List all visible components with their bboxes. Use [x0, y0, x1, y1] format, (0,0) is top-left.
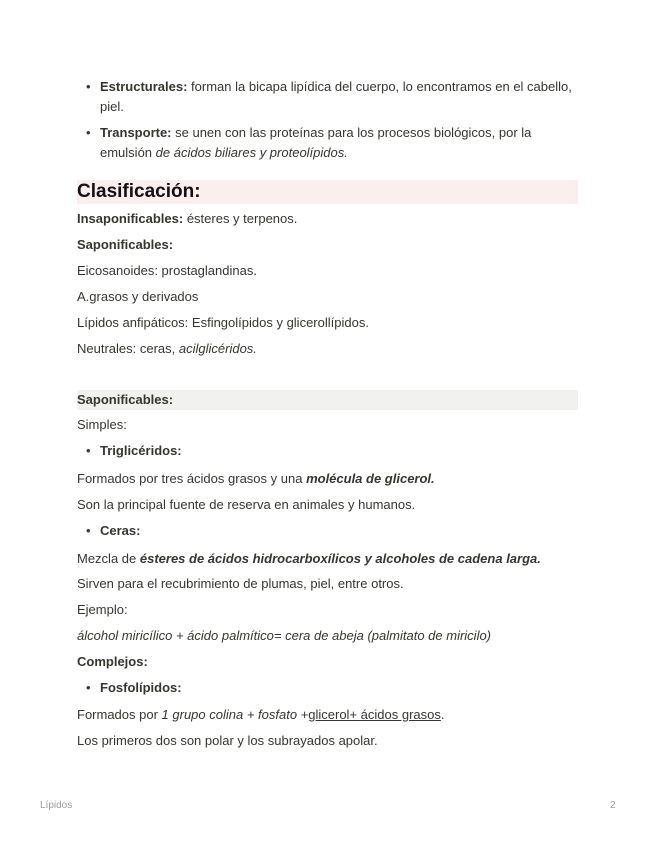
- line-anfipaticos: Lípidos anfipáticos: Esfingolípidos y glicerollípidos.: [77, 315, 369, 330]
- bullet-text: forman la bicapa lipídica del cuerpo, lo encontramos en el cabello, piel.: [100, 79, 572, 114]
- line-fosfolipidos-desc: [77, 706, 578, 724]
- line-reserva: Son la principal fuente de reserva en animales y humanos.: [77, 497, 416, 512]
- line-trigliceridos-desc: [77, 470, 578, 488]
- fosf-italic: 1 grupo colina + fosfato +: [161, 707, 309, 722]
- line-neutrales: [77, 340, 578, 358]
- trig-bold-italic: molécula de glicerol.: [306, 471, 435, 486]
- bullet-dot-icon: •: [86, 443, 91, 458]
- bullet-dot-icon: •: [86, 680, 91, 695]
- bullet-dot-icon: •: [86, 125, 91, 140]
- line-saponificables: [77, 236, 578, 254]
- line-ejemplo-formula: [77, 627, 578, 645]
- footer-title: Lípidos: [40, 800, 73, 811]
- line-ejemplo: Ejemplo:: [77, 602, 128, 617]
- heading-saponificables: Saponificables:: [77, 390, 578, 410]
- bullet-estructurales: [88, 77, 578, 117]
- bullet-label: Ceras:: [100, 523, 141, 538]
- mezcla-bold-italic: ésteres de ácidos hidrocarboxílicos y alcoholes de cadena larga.: [139, 551, 541, 566]
- line-eicosanoides: Eicosanoides: prostaglandinas.: [77, 263, 257, 278]
- insaponificables-text: ésteres y terpenos.: [183, 211, 298, 226]
- neutrales-text: Neutrales: ceras,: [77, 341, 179, 356]
- bullet-dot-icon: •: [86, 523, 91, 538]
- bullet-trigliceridos: [88, 441, 578, 461]
- heading-clasificacion: Clasificación:: [77, 180, 578, 204]
- fosf-end: .: [440, 707, 445, 722]
- footer-page-number: 2: [610, 800, 616, 811]
- ejemplo-formula: álcohol miricílico + ácido palmítico= cera de abeja (palmitato de miricilo): [77, 628, 492, 643]
- line-simples: Simples:: [77, 417, 127, 432]
- bullet-dot-icon: •: [86, 79, 91, 94]
- bullet-fosfolipidos: [88, 678, 578, 698]
- trig-text: Formados por tres ácidos grasos y una: [77, 471, 307, 486]
- neutrales-italic: acilglicéridos.: [178, 341, 257, 356]
- bullet-label: Triglicéridos:: [100, 443, 182, 458]
- insaponificables-label: Insaponificables:: [77, 211, 184, 226]
- bullet-ceras: [88, 521, 578, 541]
- line-insaponificables: [77, 210, 578, 228]
- line-recubrimiento: Sirven para el recubrimiento de plumas, piel, entre otros.: [77, 576, 404, 591]
- fosf-underline: glicerol+ ácidos grasos: [308, 707, 441, 722]
- line-agrasos: A.grasos y derivados: [77, 289, 199, 304]
- bullet-italic-text: de ácidos biliares y proteolípidos.: [152, 145, 348, 160]
- bullet-label: Fosfolípidos:: [100, 680, 182, 695]
- complejos-label: Complejos:: [77, 654, 148, 669]
- line-polar: Los primeros dos son polar y los subrayados apolar.: [77, 733, 378, 748]
- fosf-text: Formados por: [77, 707, 162, 722]
- bullet-transporte: [88, 123, 578, 163]
- line-complejos: [77, 653, 578, 671]
- line-mezcla: [77, 550, 578, 568]
- bullet-label: Estructurales:: [100, 79, 188, 94]
- bullet-text: se unen con las proteínas para los procesos biológicos, por la emulsión: [100, 125, 532, 160]
- mezcla-text: Mezcla de: [77, 551, 140, 566]
- bullet-label: Transporte:: [100, 125, 172, 140]
- saponificables-label: Saponificables:: [77, 237, 174, 252]
